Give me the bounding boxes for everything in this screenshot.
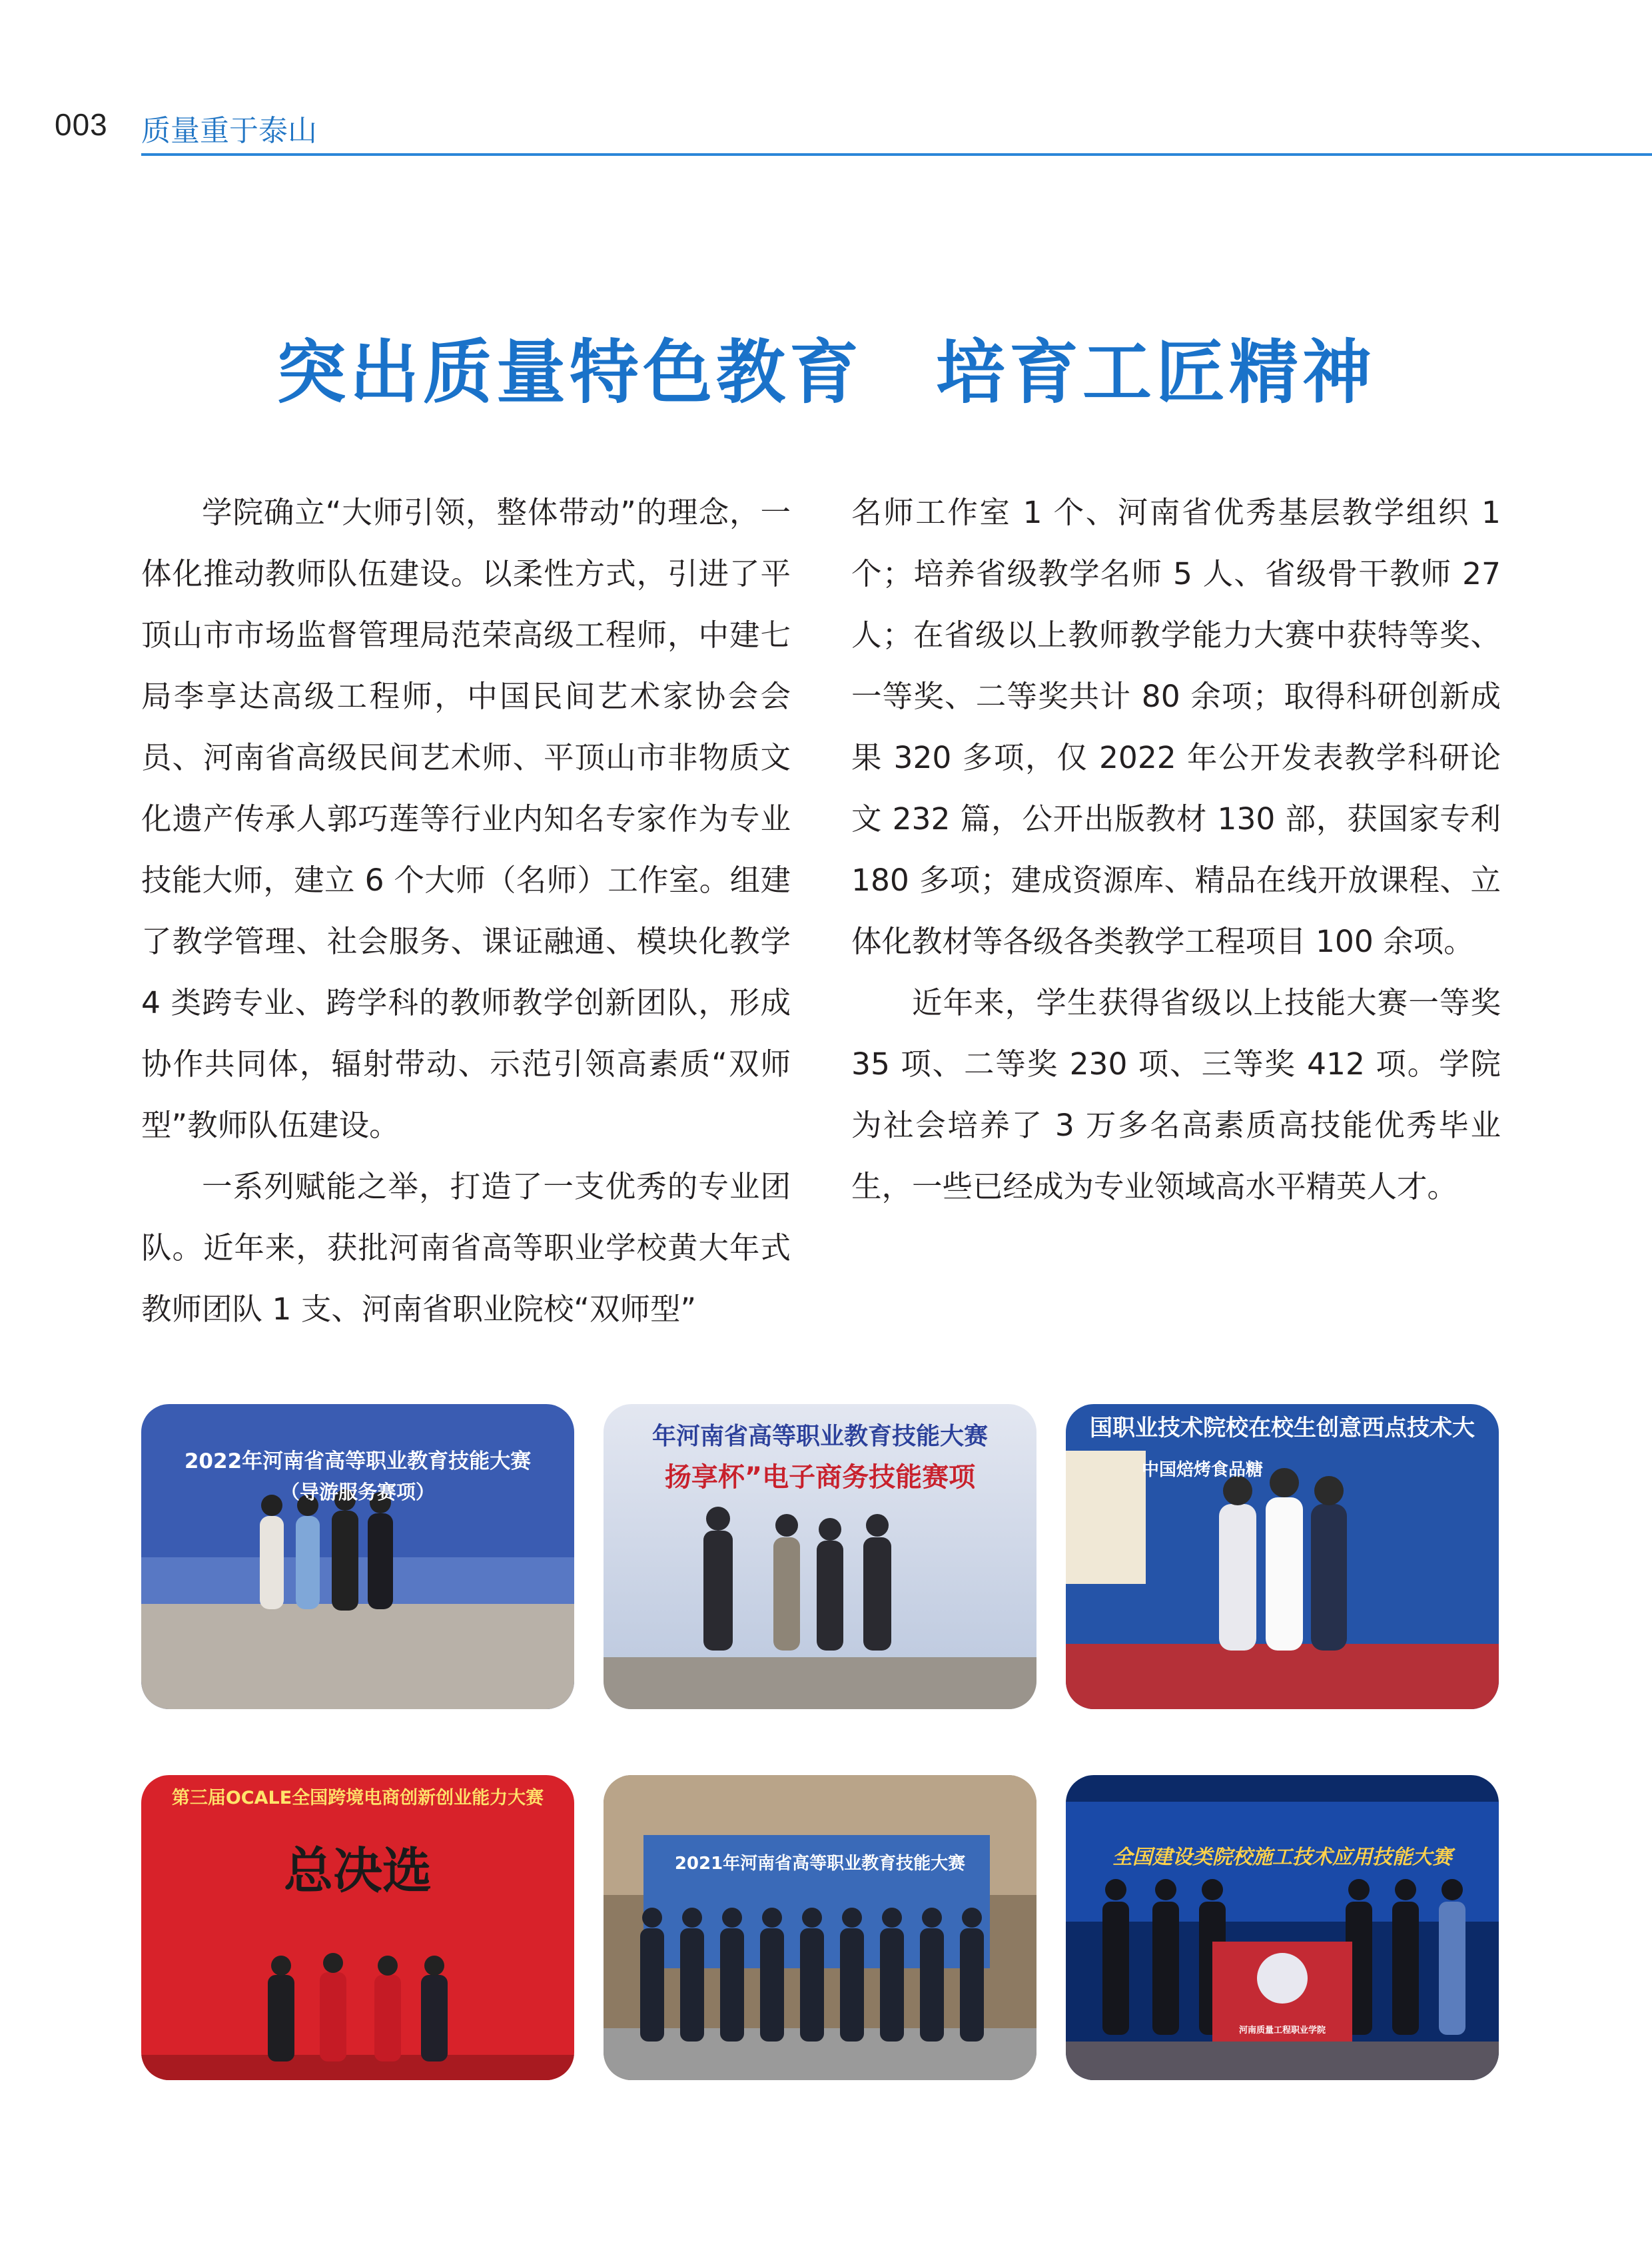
photo-banner: 2022年河南省高等职业教育技能大赛 <box>184 1449 532 1473</box>
photo-banner: 年河南省高等职业教育技能大赛 <box>651 1423 988 1450</box>
photo-ecommerce-competition <box>604 1404 1036 1709</box>
photo-banner: 2021年河南省高等职业教育技能大赛 <box>674 1854 966 1874</box>
photo-cross-border-ecommerce-final <box>141 1775 574 2080</box>
photo-banner: 全国建设类院校施工技术应用技能大赛 <box>1112 1846 1452 1869</box>
text-column-right <box>851 482 1501 1218</box>
photo-banner: （导游服务赛项） <box>280 1481 435 1503</box>
paragraph: 一系列赋能之举，打造了一支优秀的专业团队。近年来，获批河南省高等职业学校黄大年式教师团队 1 支、河南省职业院校“双师型” <box>141 1169 791 1327</box>
photo-tour-guide-competition <box>141 1404 574 1709</box>
photo-banner: 河南质量工程职业学院 <box>1238 2026 1326 2036</box>
text-column-left <box>141 482 791 1340</box>
page-number: 003 <box>55 107 108 142</box>
paragraph: 名师工作室 1 个、河南省优秀基层教学组织 1 个；培养省级教学名师 5 人、省级骨干教师 27 人；在省级以上教师教学能力大赛中获特等奖、一等奖、二等奖共计 80 余项；取得科研创新成果 320 多项，仅 2022 年公开发表教学科研论文 232 篇，公开出版教材 130 部，获国家专利 180 多项；建成资源库、精品在线开放课程、立体化教材等各级各类教学工程项目 100 余项。 <box>851 495 1501 959</box>
paragraph: 学院确立“大师引领，整体带动”的理念，一体化推动教师队伍建设。以柔性方式，引进了平顶山市市场监督管理局范荣高级工程师，中建七局李享达高级工程师，中国民间艺术家协会会员、河南省高级民间艺术师、平顶山市非物质文化遗产传承人郭巧莲等行业内知名专家作为专业技能大师，建立 6 个大师（名师）工作室。组建了教学管理、社会服务、课证融通、模块化教学 4 类跨专业、跨学科的教师教学创新团队，形成协作共同体，辐射带动、示范引领高素质“双师型”教师队伍建设。 <box>141 495 791 1143</box>
photo-2021-skills-competition <box>604 1775 1036 2080</box>
photo-banner: 扬享杯”电子商务技能赛项 <box>664 1462 976 1493</box>
photo-pastry-competition <box>1066 1404 1499 1709</box>
photo-banner: 中国焙烤食品糖 <box>1141 1460 1263 1480</box>
section-title: 质量重于泰山 <box>141 114 317 148</box>
photo-construction-skills-competition <box>1066 1775 1499 2080</box>
header-rule <box>141 153 1652 156</box>
paragraph: 近年来，学生获得省级以上技能大赛一等奖 35 项、二等奖 230 项、三等奖 412 项。学院为社会培养了 3 万多名高素质高技能优秀毕业生，一些已经成为专业领域高水平精英人才。 <box>851 985 1501 1204</box>
article-title: 突出质量特色教育 培育工匠精神 <box>276 332 1376 413</box>
photo-banner: 国职业技术院校在校生创意西点技术大 <box>1090 1415 1475 1441</box>
photo-banner: 总决选 <box>284 1842 432 1900</box>
photo-banner: 第三届OCALE全国跨境电商创新创业能力大赛 <box>171 1788 544 1808</box>
